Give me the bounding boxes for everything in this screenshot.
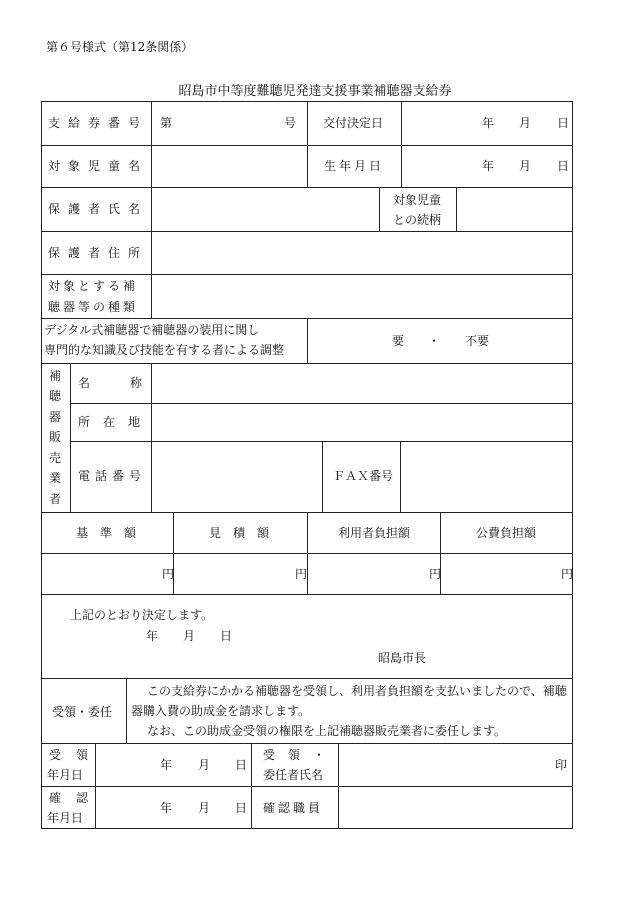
col-divider bbox=[307, 318, 308, 363]
receipt-date-label-line1: 受領 bbox=[49, 748, 104, 762]
seal-mark: 印 bbox=[555, 758, 568, 772]
birth-date-year: 年 bbox=[482, 159, 495, 173]
issue-date-year: 年 bbox=[482, 116, 495, 130]
decision-text: 上記のとおり決定します。 bbox=[70, 608, 214, 622]
guardian-address-label: 保護者住所 bbox=[48, 246, 149, 260]
seller-group-char: 販 bbox=[49, 430, 62, 444]
decision-signer: 昭島市長 bbox=[378, 651, 427, 665]
issue-date-day: 日 bbox=[557, 116, 570, 130]
relation-label-line1: 対象児童 bbox=[393, 193, 442, 207]
adjustment-required: 要 bbox=[392, 334, 405, 348]
confirm-month: 月 bbox=[198, 801, 211, 815]
col-divider bbox=[307, 512, 308, 594]
amount-header-user-share: 利用者負担額 bbox=[338, 526, 411, 540]
seller-group-char: 者 bbox=[49, 492, 62, 506]
row-divider bbox=[41, 743, 573, 744]
row-divider bbox=[41, 274, 573, 275]
col-divider bbox=[456, 187, 457, 231]
amount-header-public-share: 公費負担額 bbox=[476, 526, 537, 540]
amount-header-standard: 基準額 bbox=[76, 526, 149, 540]
adjustment-label-line2: 専門的な知識及び技能を有する者による調整 bbox=[44, 343, 285, 357]
row-divider bbox=[41, 363, 573, 364]
seller-group-char: 聴 bbox=[49, 389, 62, 403]
decision-year: 年 bbox=[146, 629, 159, 643]
issue-date-label: 交付決定日 bbox=[323, 116, 384, 130]
col-divider bbox=[251, 743, 252, 829]
seller-name-label: 名称 bbox=[78, 376, 183, 390]
relation-label-line2: との続柄 bbox=[393, 213, 442, 227]
birth-date-month: 月 bbox=[519, 159, 532, 173]
receipt-text-line2: 器購入費の助成金を請求します。 bbox=[131, 704, 311, 718]
col-divider bbox=[440, 512, 441, 594]
row-divider bbox=[41, 786, 573, 787]
adjustment-not-required: 不要 bbox=[465, 334, 490, 348]
guardian-name-label: 保護者氏名 bbox=[48, 202, 149, 216]
col-divider bbox=[400, 441, 401, 512]
delegate-label-line2: 委任者氏名 bbox=[263, 768, 324, 782]
issue-date-month: 月 bbox=[519, 116, 532, 130]
amount-unit: 円 bbox=[162, 567, 175, 581]
seller-location-label: 所在地 bbox=[78, 415, 154, 429]
receipt-date-label-line2: 年月日 bbox=[47, 768, 84, 782]
confirm-staff-label: 確認職員 bbox=[263, 801, 324, 815]
voucher-number-label: 支給券番号 bbox=[48, 116, 149, 130]
receipt-day: 日 bbox=[235, 758, 248, 772]
amount-unit: 円 bbox=[429, 567, 442, 581]
row-divider bbox=[41, 187, 573, 188]
decision-day: 日 bbox=[220, 629, 233, 643]
col-divider bbox=[173, 512, 174, 594]
device-type-label-line1: 対象とする補 bbox=[48, 279, 139, 293]
birth-date-day: 日 bbox=[557, 159, 570, 173]
decision-month: 月 bbox=[183, 629, 196, 643]
table-border-right bbox=[572, 101, 573, 829]
document-title: 昭島市中等度難聴児発達支援事業補聴器支給券 bbox=[178, 84, 452, 99]
seller-group-char: 売 bbox=[49, 451, 62, 465]
seller-group-char: 補 bbox=[49, 369, 62, 383]
seller-fax-label: ＦＡＸ番号 bbox=[333, 469, 394, 483]
seller-group-char: 器 bbox=[49, 410, 62, 424]
confirm-year: 年 bbox=[160, 801, 173, 815]
seller-group-char: 業 bbox=[49, 471, 62, 485]
receipt-month: 月 bbox=[198, 758, 211, 772]
device-type-label-line2: 聴器等の種類 bbox=[48, 300, 139, 314]
confirm-date-label-line2: 年月日 bbox=[47, 811, 84, 825]
voucher-number-prefix: 第 bbox=[160, 116, 173, 130]
row-divider bbox=[41, 678, 573, 679]
table-border-left bbox=[41, 101, 42, 829]
receipt-text-line1: この支給券にかかる補聴器を受領し、利用者負担額を支払いましたので、補聴 bbox=[147, 684, 567, 698]
adjustment-label-line1: デジタル式補聴器で補聴器の装用に関し bbox=[44, 323, 260, 337]
seller-phone-label: 電話番号 bbox=[78, 469, 147, 483]
col-divider bbox=[126, 678, 127, 743]
voucher-number-suffix: 号 bbox=[284, 116, 297, 130]
col-divider bbox=[322, 441, 323, 512]
col-divider bbox=[401, 101, 402, 187]
amount-header-estimate: 見積額 bbox=[209, 526, 282, 540]
table-border-bottom bbox=[41, 828, 573, 829]
receipt-label: 受領・委任 bbox=[52, 705, 113, 719]
col-divider bbox=[151, 101, 152, 318]
form-number: 第６号様式（第12条関係） bbox=[46, 40, 194, 54]
delegate-label-line1: 受領・ bbox=[263, 748, 339, 762]
receipt-year: 年 bbox=[160, 758, 173, 772]
amount-unit: 円 bbox=[295, 567, 308, 581]
col-divider bbox=[338, 743, 339, 829]
col-divider bbox=[379, 187, 380, 231]
child-name-label: 対象児童名 bbox=[48, 159, 149, 173]
col-divider bbox=[307, 101, 308, 187]
adjustment-separator: ・ bbox=[428, 334, 441, 348]
confirm-day: 日 bbox=[235, 801, 248, 815]
row-divider bbox=[41, 594, 573, 595]
confirm-date-label-line1: 確認 bbox=[49, 791, 104, 805]
row-divider bbox=[41, 231, 573, 232]
row-divider bbox=[70, 403, 573, 404]
col-divider bbox=[70, 363, 71, 512]
birth-date-label: 生年月日 bbox=[324, 159, 385, 173]
receipt-text-line3: なお、この助成金受領の権限を上記補聴器販売業者に委任します。 bbox=[147, 724, 507, 738]
amount-unit: 円 bbox=[561, 567, 574, 581]
